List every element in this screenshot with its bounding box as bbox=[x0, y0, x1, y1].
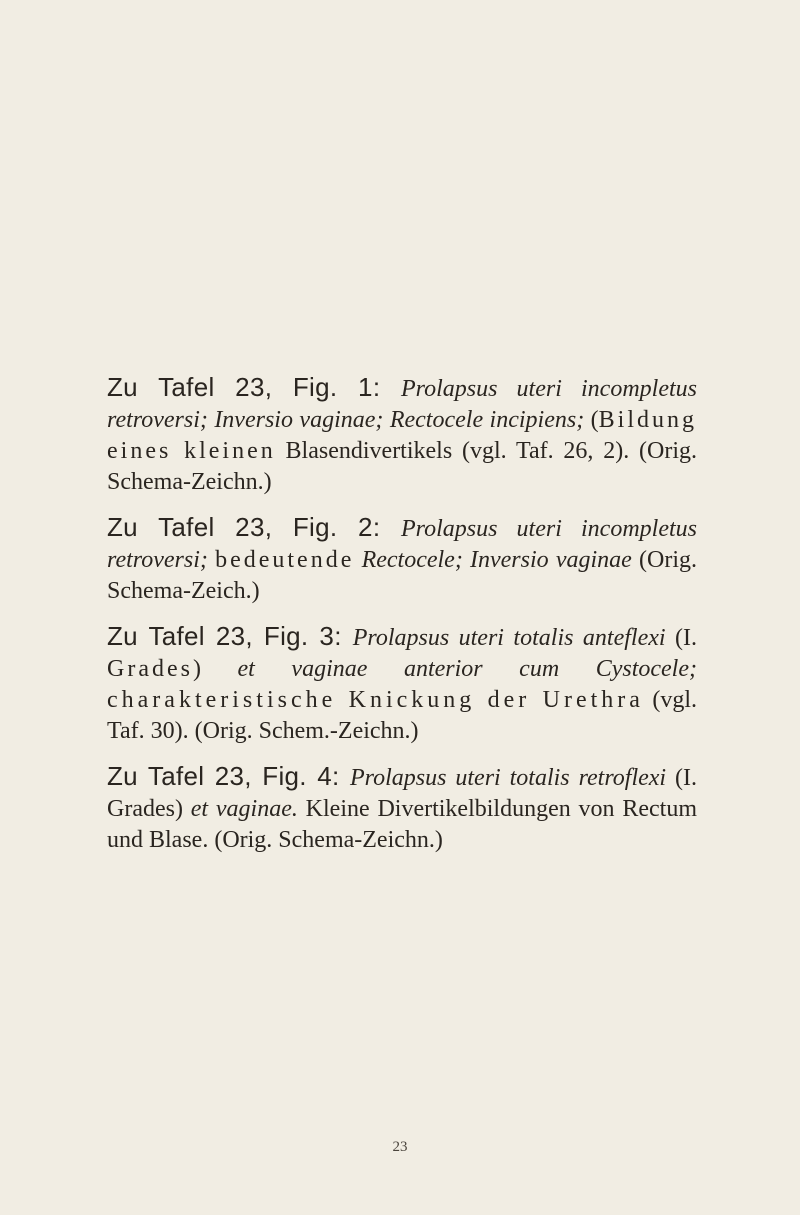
caption-fig-3 bbox=[107, 621, 697, 747]
caption-text: ) bbox=[192, 656, 238, 682]
caption-fig-4 bbox=[107, 761, 697, 856]
caption-fig-1 bbox=[107, 372, 697, 498]
caption-text: (vgl. Taf. 30). (Orig. Schem.-Zeichn.) bbox=[107, 687, 697, 744]
caption-heading: Zu Tafel 23, Fig. 3: bbox=[107, 621, 353, 651]
latin-term: Prolapsus uteri incompletus retroversi; bbox=[107, 516, 697, 573]
caption-heading: Zu Tafel 23, Fig. 2: bbox=[107, 512, 401, 542]
emphasized-text: Grades bbox=[107, 656, 193, 682]
caption-text: (I. Grades) bbox=[107, 765, 697, 822]
emphasized-text: bedeutende bbox=[215, 547, 355, 573]
emphasized-text: charakteristische Knickung der Urethra bbox=[107, 687, 644, 713]
caption-text: (Orig. Schema-Zeich.) bbox=[107, 547, 698, 604]
caption-text bbox=[354, 547, 361, 573]
caption-heading: Zu Tafel 23, Fig. 1: bbox=[107, 372, 401, 402]
figure-captions bbox=[107, 372, 697, 870]
caption-fig-2 bbox=[107, 512, 697, 607]
latin-term: et vaginae anterior cum Cystocele; bbox=[237, 656, 697, 682]
latin-term: Prolapsus uteri incompletus retroversi; Inversio vaginae; Rectocele incipiens; bbox=[107, 376, 697, 433]
caption-heading: Zu Tafel 23, Fig. 4: bbox=[107, 761, 350, 791]
caption-text: Kleine Divertikelbildungen von Rectum und Blase. (Orig. Schema-Zeichn.) bbox=[107, 796, 697, 853]
latin-term: et vaginae. bbox=[190, 796, 298, 822]
caption-text: Blasendivertikels (vgl. Taf. 26, 2). (Orig. Schema-Zeichn.) bbox=[107, 438, 697, 495]
emphasized-text: Bildung eines kleinen bbox=[107, 407, 697, 464]
caption-text: (I. bbox=[665, 625, 697, 651]
latin-term: Prolapsus uteri totalis anteflexi bbox=[352, 625, 666, 651]
page-number: 23 bbox=[392, 1139, 408, 1155]
caption-text bbox=[208, 547, 215, 573]
latin-term: Rectocele; Inversio vaginae bbox=[361, 547, 632, 573]
caption-text: ( bbox=[584, 407, 599, 433]
latin-term: Prolapsus uteri totalis retroflexi bbox=[350, 765, 667, 791]
